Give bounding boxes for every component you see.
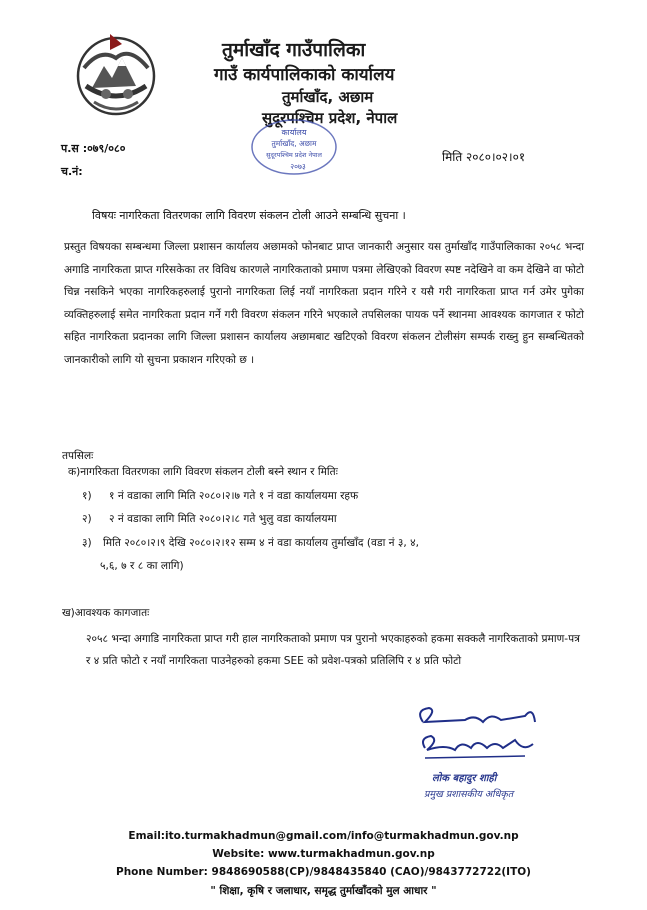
footer-website: Website: www.turmakhadmun.gov.np: [212, 848, 435, 860]
list-item: [82, 512, 337, 526]
office-stamp-icon: [250, 118, 338, 176]
footer-email: Email:ito.turmakhadmun@gmail.com/info@turmakhadmun.gov.np: [128, 830, 519, 842]
list-item-number: २): [82, 513, 92, 525]
stamp-line-4: २०७३: [290, 162, 306, 171]
stamp-line-2: तुर्माखाँद, अछाम: [271, 139, 317, 148]
list-item-number: १): [82, 490, 92, 502]
details-heading: क)नागरिकता वितरणका लागि विवरण संकलन टोली बस्ने स्थान र मितिः: [68, 466, 338, 478]
letter-subject: विषयः नागरिकता वितरणका लागि विवरण संकलन टोली आउने सम्बन्धि सुचना ।: [92, 209, 406, 222]
municipality-name: तुर्माखाँद गाउँपालिका: [222, 39, 366, 61]
list-item: [82, 536, 419, 550]
stamp-line-1: कार्यालय: [281, 128, 307, 137]
footer-phone: Phone Number: 9848690588(CP)/9848435840 (CAO)/9843772722(ITO): [116, 866, 531, 878]
stamp-line-3: सुदूरपश्चिम प्रदेश नेपाल: [266, 151, 322, 159]
signature-icon: [405, 700, 565, 774]
documents-heading: ख)आवश्यक कागजातः: [62, 607, 150, 619]
list-item-number: ३): [82, 537, 92, 549]
letter-date: मिति २०८०।०२।०१: [442, 150, 526, 164]
office-name: गाउँ कार्यपालिकाको कार्यालय: [214, 65, 395, 85]
details-title: तपसिलः: [62, 450, 94, 462]
notice-body: प्रस्तुत विषयका सम्बन्धमा जिल्ला प्रशासन कार्यालय अछामको फोनबाट प्राप्त जानकारी अनुसार यस तुर्माखाँद गाउँपालिकाका २०५८ भन्दा अगाडि नागरिकता प्राप्त गरिसकेका तर विविध कारणले नागरिकताको प्रमाण पत्रमा लेखिएको विवरण स्पष्ट नदेखिने वा कम देखिने वा फोटो चिन्न नसकिने भएका नागरिकहरुलाई पुरानो नागरिकता लिई नयाँ नागरिकता प्रदान गरिने र यसै गरी नागरिकता प्राप्त गर्न उमेर पुगेका व्यक्तिहरुलाई समेत नागरिकता प्रदान गर्ने गरी विवरण संकलन गरिने भएकाले तपसिलका पायक पर्ने स्थानमा आवश्यक कागजात र फोटो सहित नागरिकता प्रदानका लागि जिल्ला प्रशासन कार्यालय अछामबाट खटिएको विवरण संकलन टोलीसंग सम्पर्क राख्नु हुन सम्बन्धितको जानकारीको लागि यो सुचना प्रकाशन गरिएको छ ।: [64, 241, 584, 366]
list-item-continuation: ५,६, ७ र ८ का लागि): [100, 560, 184, 572]
reference-number: प.स :०७९/०८०: [61, 142, 126, 155]
office-location: तुर्माखाँद, अछाम: [282, 88, 374, 106]
municipality-emblem-icon: [70, 28, 162, 120]
list-item: [82, 489, 358, 503]
list-item-text: २ नं वडाका लागि मिति २०८०।२।८ गते भुलु वडा कार्यालयमा: [109, 513, 337, 525]
list-item-text: मिति २०८०।२।९ देखि २०८०।२।१२ सम्म ४ नं वडा कार्यालय तुर्माखाँद (वडा नं ३, ४,: [103, 537, 420, 549]
signatory-name: लोक बहादुर शाही: [432, 773, 497, 784]
dispatch-number: च.नं:: [61, 165, 83, 178]
documents-text: २०५८ भन्दा अगाडि नागरिकता प्राप्त गरी हाल नागरिकताको प्रमाण पत्र पुरानो भएकाहरुको हकमा सक्कलै नागरिकताको प्रमाण-पत्र र ४ प्रति फोटो र नयाँ नागरिकता पाउनेहरुको हकमा SEE को प्रवेश-पत्रको प्रतिलिपि र ४ प्रति फोटो: [86, 633, 580, 667]
list-item-text: १ नं वडाका लागि मिति २०८०।२।७ गते १ नं वडा कार्यालयमा रहफ: [109, 490, 359, 502]
province-name: सुदूरपश्चिम प्रदेश, नेपाल: [262, 109, 398, 127]
footer-motto: " शिक्षा, कृषि र जलाधार, समृद्ध तुर्माखाँदको मुल आधार ": [210, 885, 437, 897]
signatory-title: प्रमुख प्रशासकीय अधिकृत: [424, 789, 514, 800]
